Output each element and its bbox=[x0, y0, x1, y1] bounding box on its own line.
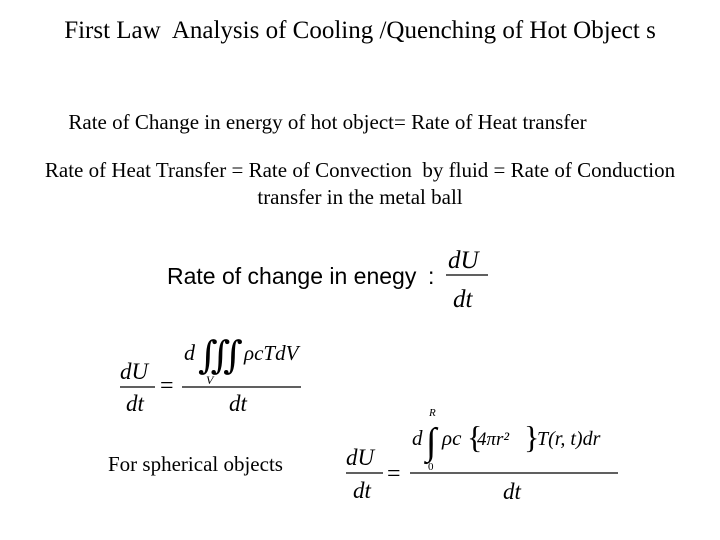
equation-2-rhs-d: d bbox=[184, 340, 195, 365]
equation-triple-integral bbox=[115, 330, 315, 422]
equation-3-close-brace: } bbox=[524, 419, 540, 455]
equation-3-lhs-numerator: dU bbox=[346, 445, 375, 470]
equation-2-integral-limit: V bbox=[206, 373, 214, 387]
equation-3-lhs-denominator: dt bbox=[353, 478, 371, 503]
energy-balance-statement: Rate of Change in energy of hot object= Rate of Heat transfer bbox=[68, 110, 587, 134]
equation-3-open-brace: { bbox=[467, 419, 483, 455]
equation-1-colon: : bbox=[428, 263, 435, 289]
page-title: First Law Analysis of Cooling /Quenching of Hot Object s bbox=[64, 17, 656, 44]
equation-3-upper-limit: R bbox=[429, 407, 436, 419]
equation-2-triple-integral: ∭ bbox=[198, 335, 243, 377]
equation-3-equals: = bbox=[387, 461, 401, 487]
equation-1-label: Rate of change in enegy bbox=[167, 263, 417, 289]
equation-2-lhs-denominator: dt bbox=[126, 391, 144, 416]
equation-3-rhs-denominator: dt bbox=[503, 479, 521, 504]
equation-1-numerator: dU bbox=[448, 247, 479, 274]
equation-3-four-pi-r2: 4πr² bbox=[477, 429, 510, 450]
equation-3-integral: ∫ bbox=[426, 421, 437, 463]
equation-2-equals: = bbox=[160, 373, 174, 399]
equation-3-rho-c: ρc bbox=[442, 426, 462, 450]
equation-3-lower-limit: 0 bbox=[428, 461, 434, 473]
equation-2-lhs-numerator: dU bbox=[120, 359, 149, 384]
spherical-objects-label: For spherical objects bbox=[108, 452, 283, 476]
equation-1-denominator: dt bbox=[453, 286, 473, 313]
equation-3-rhs-d: d bbox=[412, 426, 423, 450]
equation-3-temperature: T(r, t)dr bbox=[537, 428, 601, 450]
equation-spherical-integral bbox=[340, 402, 630, 510]
heat-transfer-statement: Rate of Heat Transfer = Rate of Convection by fluid = Rate of Conduction transfer in the metal ball bbox=[44, 158, 681, 209]
equation-rate-of-change bbox=[160, 238, 500, 318]
equation-2-integrand: ρcTdV bbox=[244, 341, 299, 365]
equation-2-rhs-denominator: dt bbox=[229, 391, 247, 416]
